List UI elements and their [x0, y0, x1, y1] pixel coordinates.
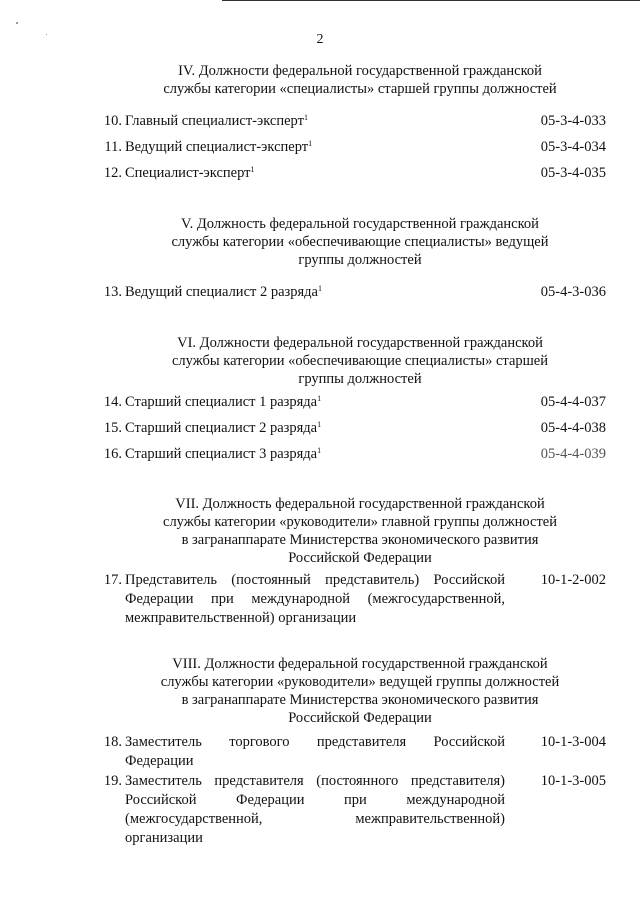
section-line: Российской Федерации [288, 710, 432, 726]
section-heading-vi [110, 334, 610, 388]
row-number: 16. [103, 446, 122, 462]
row-number: 10. [103, 113, 122, 129]
position-code: 05-3-4-033 [540, 113, 606, 129]
position-code: 05-3-4-034 [540, 139, 606, 155]
footnote-mark: 1 [317, 420, 322, 429]
section-heading-iv [110, 62, 610, 98]
section-line: службы категории «обеспечивающие специалисты» ведущей [171, 234, 549, 250]
position-code: 10-1-2-002 [540, 572, 606, 588]
position-title: Заместитель торгового представителя Российской Федерации [125, 734, 505, 769]
section-line: службы категории «специалисты» старшей группы должностей [163, 81, 557, 97]
row-number: 18. [103, 734, 122, 750]
section-line: службы категории «руководители» ведущей группы должностей [160, 674, 560, 690]
row-number: 19. [103, 773, 122, 789]
section-heading-viii [110, 655, 610, 727]
footnote-mark: 1 [317, 394, 322, 403]
scan-speck [16, 22, 18, 24]
section-line: Российской Федерации [288, 550, 432, 566]
section-line: группы должностей [298, 252, 422, 268]
position-code: 05-3-4-035 [540, 165, 606, 181]
position-code: 10-1-3-005 [540, 773, 606, 789]
row-number: 12. [103, 165, 122, 181]
footnote-mark: 1 [250, 165, 255, 174]
position-title: Главный специалист-эксперт$^1$ [125, 113, 308, 129]
footnote-mark: 1 [308, 139, 313, 148]
position-title: Старший специалист 1 разряда$^1$ [125, 394, 322, 410]
top-border-line [222, 0, 640, 1]
section-line: V. Должность федеральной государственной гражданской [181, 216, 539, 232]
section-line: IV. Должности федеральной государственной гражданской [178, 63, 542, 79]
section-heading-v [110, 215, 610, 269]
section-line: в загранаппарате Министерства экономического развития [181, 532, 539, 548]
position-code: 05-4-4-039 [540, 446, 606, 462]
section-line: VII. Должность федеральной государственной гражданской [175, 496, 545, 512]
footnote-mark: 1 [317, 284, 322, 293]
row-number: 13. [103, 284, 122, 300]
section-line: VI. Должности федеральной государственной гражданской [177, 335, 543, 351]
section-heading-vii [110, 495, 610, 567]
section-line: группы должностей [298, 371, 422, 387]
position-code: 05-4-3-036 [540, 284, 606, 300]
section-line: службы категории «руководители» главной группы должностей [163, 514, 557, 530]
row-number: 11. [104, 139, 122, 155]
row-number: 14. [103, 394, 122, 410]
position-title: Специалист-эксперт$^1$ [125, 165, 255, 181]
position-title: Заместитель представителя (постоянного представителя) Российской Федерации при международной (межгосударственной, межправительственной) организации [125, 773, 505, 846]
position-code: 05-4-4-038 [540, 420, 606, 436]
position-code: 10-1-3-004 [540, 734, 606, 750]
position-title: Ведущий специалист-эксперт$^1$ [125, 139, 313, 155]
section-line: VIII. Должности федеральной государственной гражданской [172, 656, 548, 672]
position-code: 05-4-4-037 [540, 394, 606, 410]
row-number: 15. [103, 420, 122, 436]
row-number: 17. [103, 572, 122, 588]
section-line: службы категории «обеспечивающие специалисты» старшей [171, 353, 548, 369]
page-number: 2 [316, 32, 324, 47]
position-title: Старший специалист 3 разряда$^1$ [125, 446, 322, 462]
position-title: Ведущий специалист 2 разряда$^1$ [125, 284, 322, 300]
position-title: Представитель (постоянный представитель) Российской Федерации при международной (межгосударственной, межправительственной) организации [125, 572, 505, 626]
footnote-mark: 1 [317, 446, 322, 455]
section-line: в загранаппарате Министерства экономического развития [181, 692, 539, 708]
position-title: Старший специалист 2 разряда$^1$ [125, 420, 322, 436]
footnote-mark: 1 [303, 113, 308, 122]
